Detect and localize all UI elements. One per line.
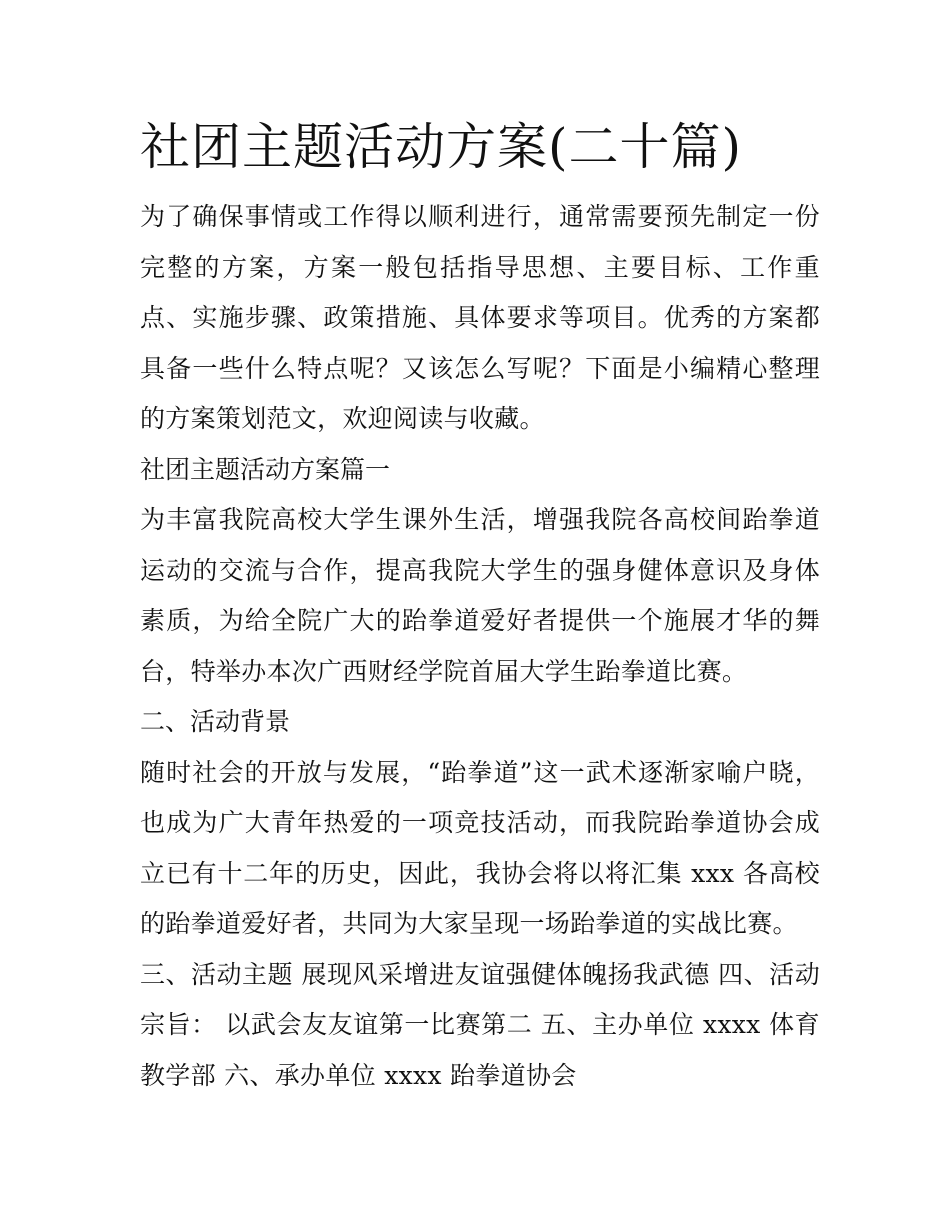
paragraph-purpose: 为丰富我院高校大学生课外生活，增强我院各高校间跆拳道运动的交流与合作，提高我院大学生的强身健体意识及身体素质，为给全院广大的跆拳道爱好者提供一个施展才华的舞台，特举办本次广西财经学院首届大学生跆拳道比赛。 <box>140 505 820 686</box>
heading-background: 二、活动背景 <box>140 707 291 736</box>
paragraph-background: 随时社会的开放与发展，“跆拳道”这一武术逐渐家喻户晓，也成为广大青年热爱的一项竞技活动，而我院跆拳道协会成立已有十二年的历史，因此，我协会将以将汇集 xxx 各高校的跆拳道爱好者，共同为大家呈现一场跆拳道的实战比赛。 <box>140 757 820 938</box>
document-title: 社团主题活动方案(二十篇) <box>140 118 743 176</box>
section-title: 社团主题活动方案篇一 <box>140 454 391 484</box>
intro-paragraph: 为了确保事情或工作得以顺利进行，通常需要预先制定一份完整的方案，方案一般包括指导思想、主要目标、工作重点、实施步骤、政策措施、具体要求等项目。优秀的方案都具备一些什么特点呢？又该怎么写呢？下面是小编精心整理的方案策划范文，欢迎阅读与收藏。 <box>140 202 820 433</box>
paragraph-details: 三、活动主题 展现风采增进友谊强健体魄扬我武德 四、活动宗旨： 以武会友友谊第一比赛第二 五、主办单位 xxxx 体育教学部 六、承办单位 xxxx 跆拳道协会 <box>140 959 820 1090</box>
document-page <box>140 110 820 1101</box>
